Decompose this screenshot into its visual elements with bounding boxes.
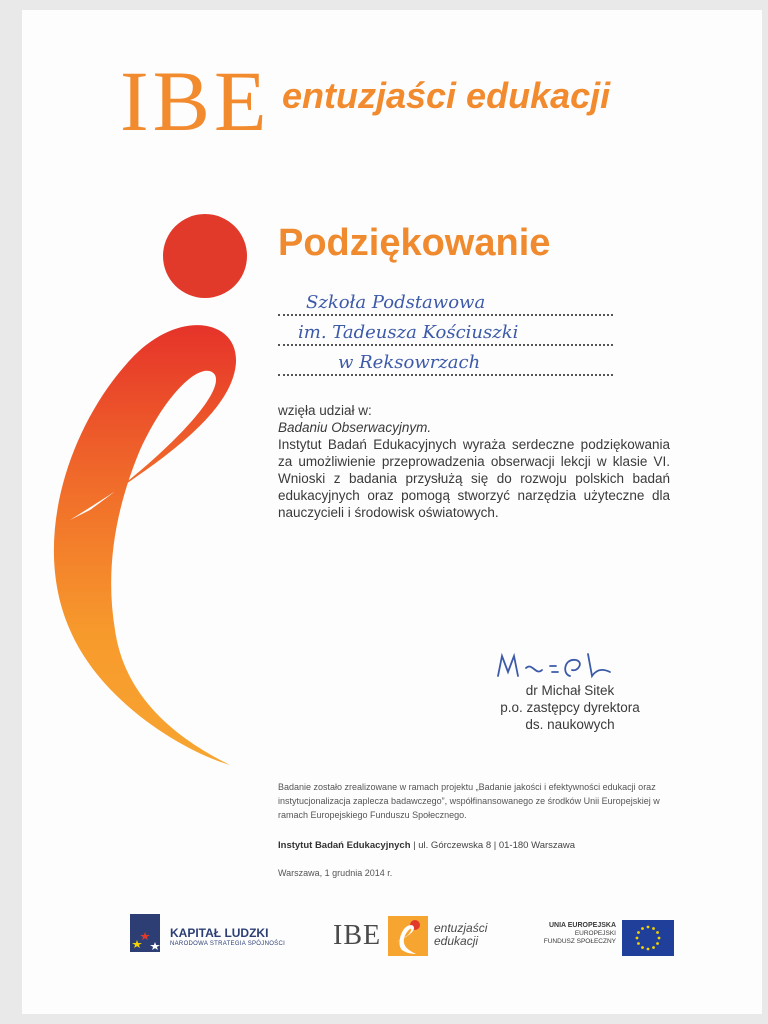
participation-label: wzięła udział w: xyxy=(278,403,372,418)
eu-star-icon xyxy=(637,931,640,934)
eu-star-icon xyxy=(656,931,659,934)
ibe-footer-tagline xyxy=(434,922,487,948)
kapital-ludzki-logo-icon xyxy=(128,910,168,956)
eu-star-icon xyxy=(652,946,655,949)
institute-name: Instytut Badań Edukacyjnych xyxy=(278,840,411,851)
project-note: Badanie zostało zrealizowane w ramach projektu „Badanie jakości i efektywności edukacji oraz instytucjonalizacja zaplecza badawczego”, współfinansowanego ze środków Unii Europejskiej w ramach Europejskiego Funduszu Społecznego. xyxy=(278,782,660,820)
eu-star-icon xyxy=(652,927,655,930)
certificate-body xyxy=(278,402,670,521)
signature-image xyxy=(492,648,652,682)
eu-star-icon xyxy=(647,948,650,951)
ibe-logo: IBE xyxy=(120,53,271,149)
eu-title: UNIA EUROPEJSKA xyxy=(548,922,616,929)
e-swoosh-icon xyxy=(54,325,236,765)
kapital-ludzki-title: KAPITAŁ LUDZKI xyxy=(170,926,269,940)
brand-tagline: entuzjaści edukacji xyxy=(282,75,611,116)
recipient-patron: im. Tadeusza Kościuszki xyxy=(298,322,519,343)
ibe-footer-logo: IBE xyxy=(333,920,382,951)
thanks-paragraph: Instytut Badań Edukacyjnych wyraża serdeczne podziękowania za umożliwienie przeprowadzenia obserwacji lekcji w klasie VI. Wnioski z badania przysłużą się do rozwoju polskich badań edukacyjnych oraz pomogą stworzyć narzędzia użyteczne dla nauczycieli i środowisk oświatowych. xyxy=(278,437,670,520)
eu-flag-icon xyxy=(622,920,674,956)
eu-star-icon xyxy=(641,927,644,930)
institute-address xyxy=(278,840,575,851)
recipient-line xyxy=(278,288,613,316)
signatory-role: p.o. zastępcy dyrektora xyxy=(500,700,640,715)
recipient-line xyxy=(278,318,613,346)
recipient-line xyxy=(278,348,613,376)
signatory-block xyxy=(470,682,670,733)
recipient-school: Szkoła Podstawowa xyxy=(306,292,486,313)
event-name: Badaniu Obserwacyjnym. xyxy=(278,420,432,435)
ibe-e-symbol-icon xyxy=(30,210,280,770)
eu-star-icon xyxy=(658,937,661,940)
eu-text xyxy=(508,922,616,946)
ibe-footer-tagline-2: edukacji xyxy=(434,934,479,948)
eu-star-icon xyxy=(656,942,659,945)
ibe-footer-tagline-1: entuzjaści xyxy=(434,921,488,935)
recipient-block xyxy=(278,288,613,378)
ibe-small-e-icon xyxy=(388,916,428,956)
signatory-role-detail: ds. naukowych xyxy=(525,717,615,732)
eu-star-icon xyxy=(637,942,640,945)
eu-fund-line2: FUNDUSZ SPOŁECZNY xyxy=(543,938,616,945)
recipient-location: w Reksowrzach xyxy=(338,352,481,373)
e-dot-icon xyxy=(163,214,247,298)
eu-star-icon xyxy=(641,946,644,949)
signatory-name: dr Michał Sitek xyxy=(525,683,615,698)
eu-star-icon xyxy=(636,937,639,940)
eu-star-icon xyxy=(647,926,650,929)
page-title: Podziękowanie xyxy=(278,222,551,264)
eu-fund-line1: EUROPEJSKI xyxy=(574,930,616,937)
issue-date: Warszawa, 1 grudnia 2014 r. xyxy=(278,868,393,878)
address-text: | ul. Górczewska 8 | 01-180 Warszawa xyxy=(413,840,576,851)
kapital-ludzki-subtitle: NARODOWA STRATEGIA SPÓJNOŚCI xyxy=(170,941,286,947)
